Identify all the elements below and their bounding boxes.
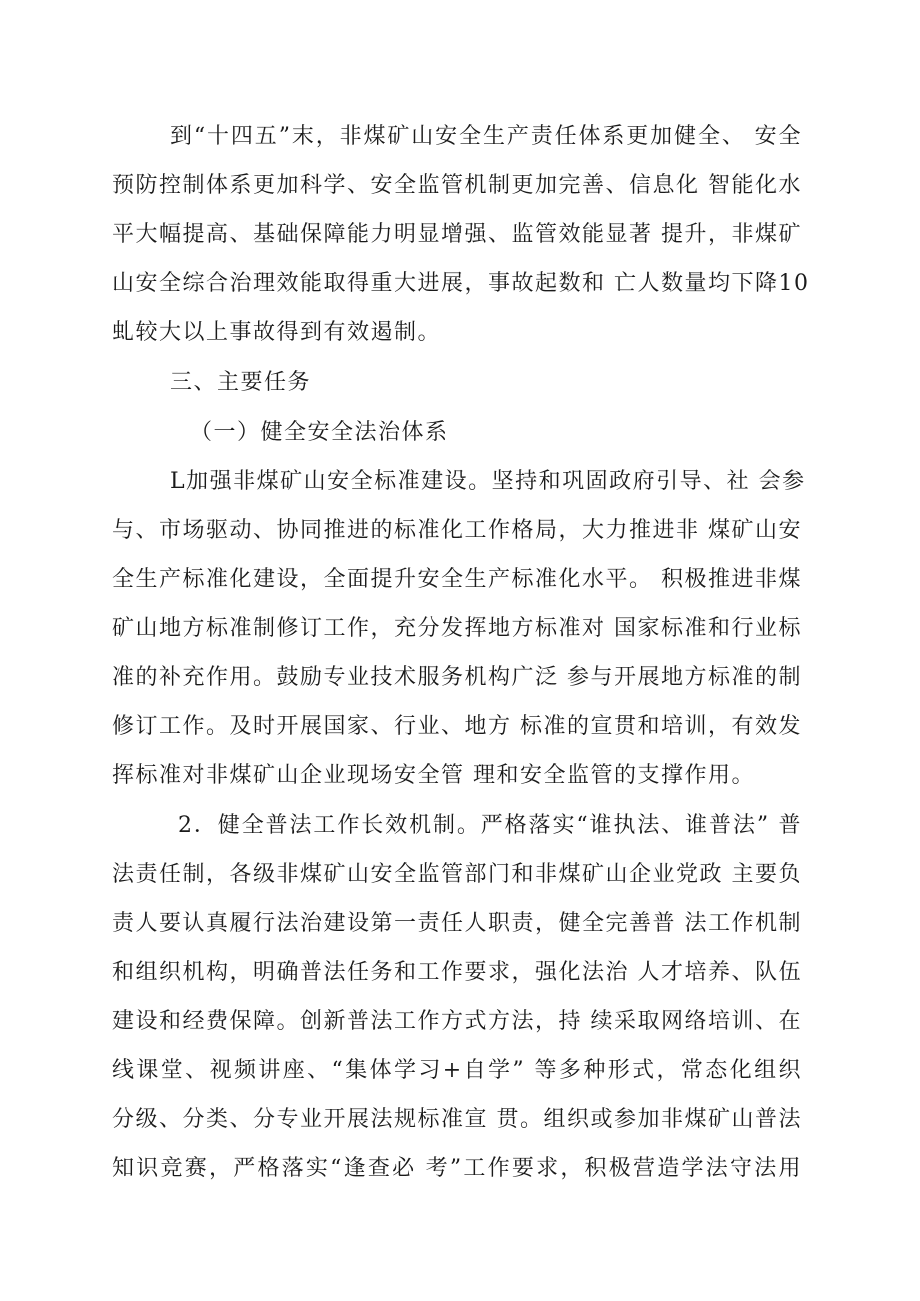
paragraph-line: 线课堂、视频讲座、“集体学习+自学” 等多种形式，常态化组织 bbox=[112, 1058, 802, 1083]
paragraph-line: 责人要认真履行法治建设第一责任人职责，健全完善普 法工作机制 bbox=[112, 911, 802, 936]
paragraph-line: 分级、分类、分专业开展法规标准宣 贯。组织或参加非煤矿山普法 bbox=[112, 1107, 802, 1132]
paragraph-line: 法责任制，各级非煤矿山安全监管部门和非煤矿山企业党政 主要负 bbox=[112, 862, 802, 887]
paragraph-line: 建设和经费保障。创新普法工作方式方法，持 续采取网络培训、在 bbox=[112, 1009, 802, 1034]
paragraph-line: 知识竞赛，严格落实“逢查必 考”工作要求，积极营造学法守法用 bbox=[112, 1156, 802, 1181]
paragraph-line: 平大幅提高、基础保障能力明显增强、监管效能显著 提升，非煤矿 bbox=[112, 222, 802, 247]
paragraph-line: L加强非煤矿山安全标准建设。坚持和巩固政府引导、社 会参 bbox=[170, 469, 806, 494]
paragraph-line: 预防控制体系更加科学、安全监管机制更加完善、信息化 智能化水 bbox=[112, 173, 802, 198]
paragraph-line: 准的补充作用。鼓励专业技术服务机构广泛 参与开展地方标准的制 bbox=[112, 665, 802, 690]
paragraph-line: 2．健全普法工作长效机制。严格落实“谁执法、谁普法” 普 bbox=[178, 813, 802, 838]
paragraph-line: 挥标准对非煤矿山企业现场安全管 理和安全监管的支撑作用。 bbox=[112, 763, 755, 788]
paragraph-line: 与、市场驱动、协同推进的标准化工作格局，大力推进非 煤矿山安 bbox=[112, 518, 802, 543]
paragraph-line: 和组织机构，明确普法任务和工作要求，强化法治 人才培养、队伍 bbox=[112, 960, 802, 985]
paragraph-line: 全生产标准化建设，全面提升安全生产标准化水平。 积极推进非煤 bbox=[112, 567, 802, 592]
paragraph-line: 矿山地方标准制修订工作，充分发挥地方标准对 国家标准和行业标 bbox=[112, 616, 802, 641]
paragraph-line: 虬较大以上事故得到有效遏制。 bbox=[112, 320, 442, 345]
paragraph-line: 到“十四五”末，非煤矿山安全生产责任体系更加健全、 安全 bbox=[170, 124, 802, 149]
paragraph-line: 修订工作。及时开展国家、行业、地方 标准的宣贯和培训，有效发 bbox=[112, 714, 802, 739]
paragraph-line: 山安全综合治理效能取得重大进展，事故起数和 亡人数量均下降10 bbox=[112, 271, 810, 296]
section-heading: 三、主要任务 bbox=[170, 370, 312, 395]
subsection-heading: （一）健全安全法治体系 bbox=[190, 420, 449, 445]
